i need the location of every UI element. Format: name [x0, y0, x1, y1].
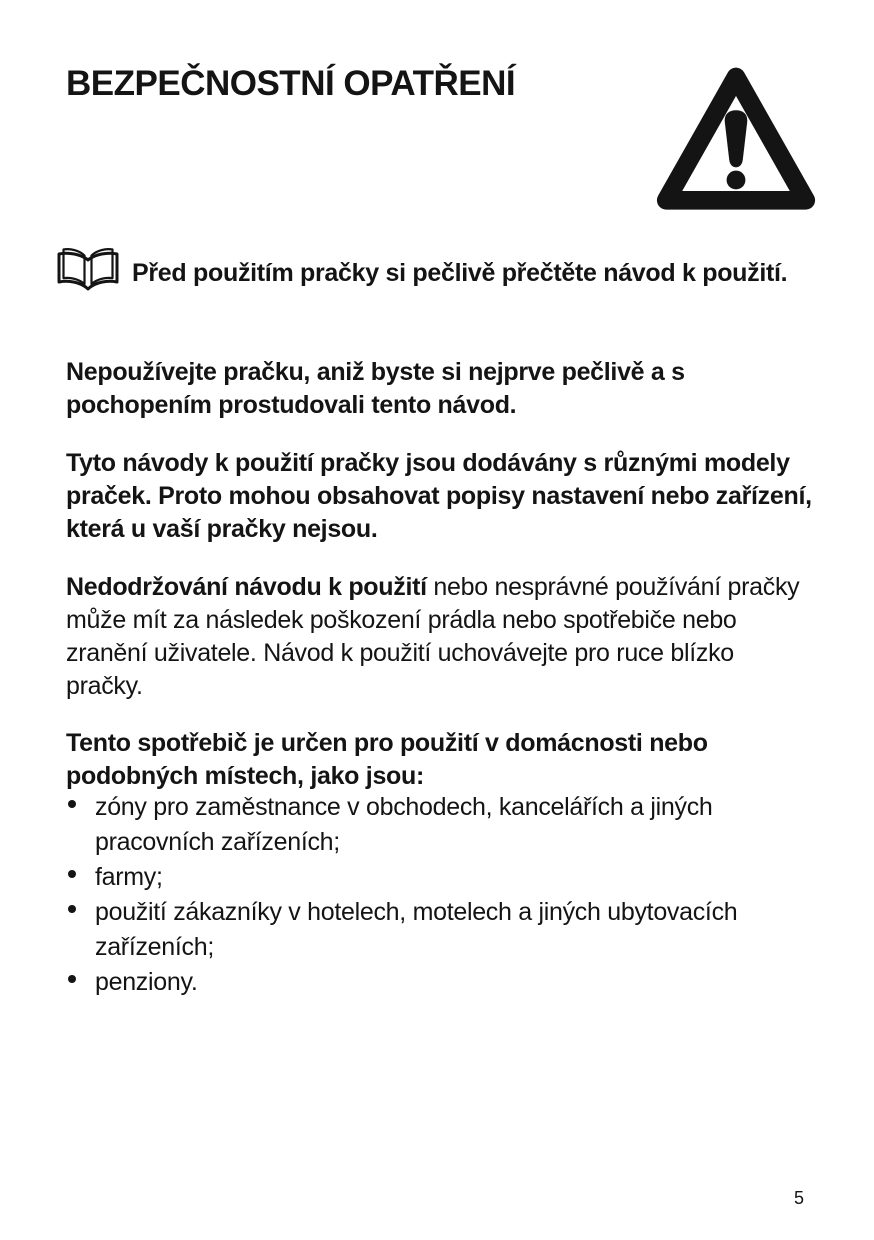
list-item	[66, 790, 824, 860]
bullet-icon	[68, 870, 76, 878]
list-item	[66, 895, 824, 965]
paragraph-models-note: Tyto návody k použití pračky jsou dodávány s různými modely praček. Proto mohou obsahovat popisy nastavení nebo zařízení, která u vaší pračky nejsou.	[66, 449, 812, 543]
usage-locations-list	[66, 790, 824, 1000]
list-item-text: zóny pro zaměstnance v obchodech, kancelářích a jiných pracovních zařízeních;	[95, 793, 713, 856]
paragraph-noncompliance-rest: nebo nesprávné používání pračky může mít za následek poškození prádla nebo spotřebiče nebo zranění uživatele. Návod k použití uchovávejte pro ruce blízko pračky.	[66, 573, 800, 700]
bullet-icon	[68, 905, 76, 913]
list-item	[66, 965, 824, 1000]
paragraph-noncompliance-lead: Nedodržování návodu k použití	[66, 573, 427, 601]
bullet-icon	[68, 975, 76, 983]
paragraph-household-use: Tento spotřebič je určen pro použití v domácnosti nebo podobných místech, jako jsou:	[66, 729, 708, 790]
page-title: BEZPEČNOSTNÍ OPATŘENÍ	[66, 64, 516, 103]
list-item-text: penziony.	[95, 968, 198, 996]
paragraph-do-not-use: Nepoužívejte pračku, aniž byste si nejprve pečlivě a s pochopením prostudovali tento návod.	[66, 358, 685, 419]
bullet-icon	[68, 800, 76, 808]
list-item	[66, 860, 824, 895]
warning-triangle-icon	[654, 64, 818, 210]
list-item-text: použití zákazníky v hotelech, motelech a jiných ubytovacích zařízeních;	[95, 898, 738, 961]
page-number: 5	[794, 1188, 805, 1208]
list-item-text: farmy;	[95, 863, 163, 891]
paragraph-noncompliance	[66, 571, 814, 703]
paragraph-read-manual: Před použitím pračky si pečlivě přečtěte návod k použití.	[132, 259, 788, 287]
